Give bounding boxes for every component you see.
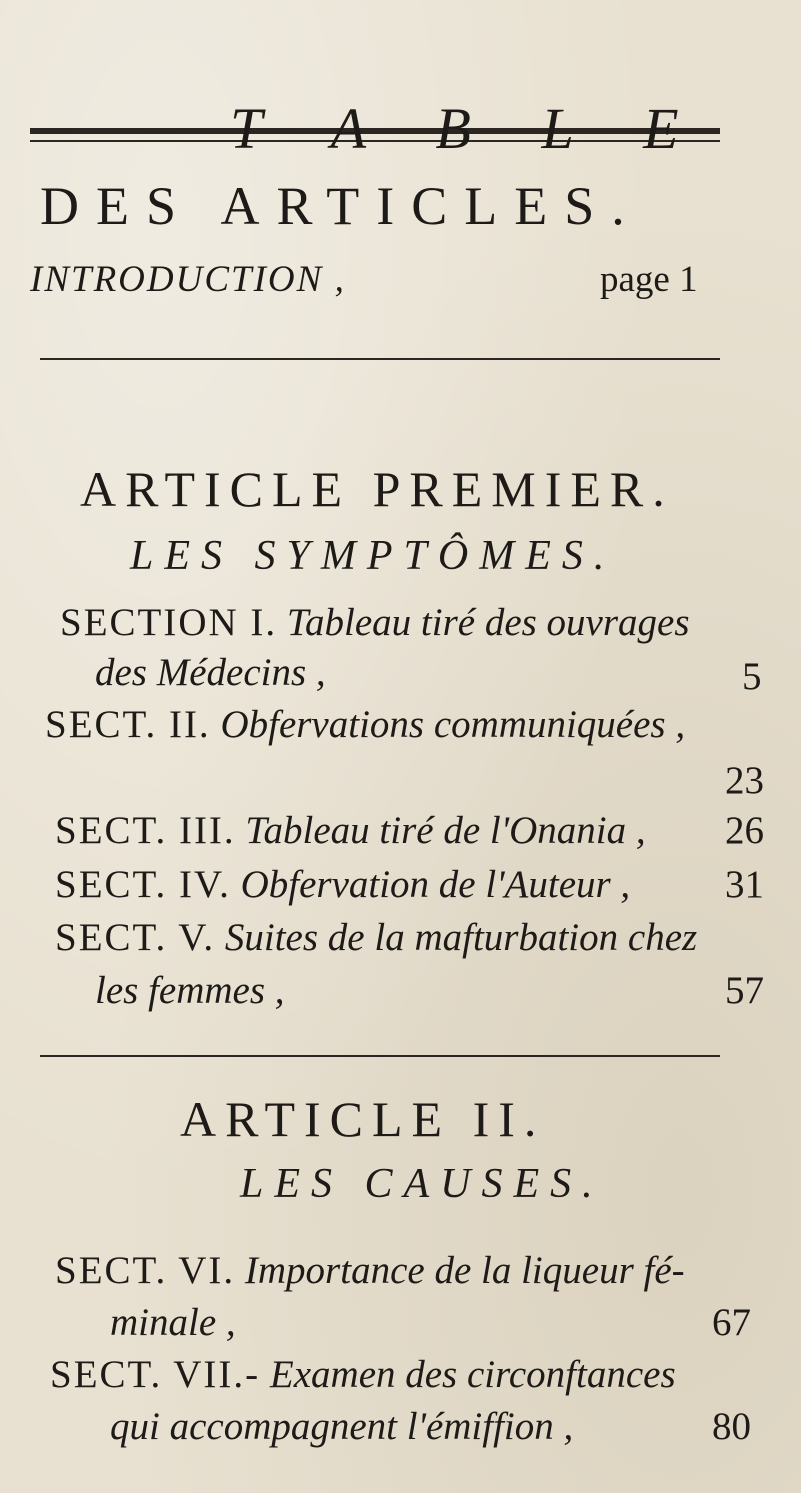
entry-label: SECT. VI. bbox=[55, 1249, 236, 1292]
entry-label: SECT. III. bbox=[55, 809, 236, 852]
intro-label: INTRODUCTION , bbox=[30, 259, 346, 300]
article1-entry-1 bbox=[60, 600, 690, 645]
article1-entry-2 bbox=[45, 702, 685, 747]
article1-entry-3 bbox=[55, 808, 646, 853]
entry-label: SECT. VII.- bbox=[50, 1353, 261, 1396]
entry-text: Tableau tiré de l'Onania , bbox=[245, 809, 646, 852]
article1-heading: ARTICLE PREMIER. bbox=[80, 461, 674, 517]
title-table: T A B L E bbox=[230, 96, 707, 161]
entry-text: Tableau tiré des ouvrages bbox=[286, 601, 690, 644]
entry-text: Suites de la mafturbation chez bbox=[224, 916, 698, 959]
article1-entry-3-page: 26 bbox=[725, 809, 764, 852]
article1-entry-4 bbox=[55, 862, 630, 907]
entry-label: SECTION I. bbox=[60, 601, 278, 644]
article1-entry-1-cont: des Médecins , bbox=[95, 651, 326, 694]
entry-text: Importance de la liqueur fé- bbox=[244, 1249, 685, 1292]
article1-entry-5-page: 57 bbox=[725, 969, 764, 1012]
article2-entry-2-page: 80 bbox=[712, 1405, 751, 1448]
entry-text: Examen des circonftances bbox=[269, 1353, 676, 1396]
article1-entry-1-page: 5 bbox=[742, 655, 762, 698]
entry-label: SECT. IV. bbox=[55, 863, 231, 906]
entry-text: Obfervations communiquées , bbox=[220, 703, 686, 746]
article1-entry-5 bbox=[55, 915, 697, 960]
article2-entry-1 bbox=[55, 1248, 685, 1293]
article1-entry-2-page: 23 bbox=[725, 759, 764, 802]
entry-label: SECT. V. bbox=[55, 916, 216, 959]
title-des-articles: DES ARTICLES. bbox=[40, 176, 642, 236]
article2-heading: ARTICLE II. bbox=[180, 1091, 546, 1147]
article1-entry-4-page: 31 bbox=[725, 863, 764, 906]
entry-text: Obfervation de l'Auteur , bbox=[240, 863, 631, 906]
entry-label: SECT. II. bbox=[45, 703, 211, 746]
article1-subheading: LES SYMPTÔMES. bbox=[130, 533, 616, 579]
article2-subheading: LES CAUSES. bbox=[240, 1161, 604, 1207]
article2-entry-2 bbox=[50, 1352, 676, 1397]
article1-entry-5-cont: les femmes , bbox=[95, 969, 285, 1012]
article2-entry-1-page: 67 bbox=[712, 1301, 751, 1344]
rule-before-article2 bbox=[40, 1055, 720, 1057]
intro-page: page 1 bbox=[600, 259, 698, 300]
rule-before-article1 bbox=[40, 358, 720, 360]
article2-entry-2-cont: qui accompagnent l'émiffion , bbox=[110, 1405, 574, 1448]
article2-entry-1-cont: minale , bbox=[110, 1301, 236, 1344]
